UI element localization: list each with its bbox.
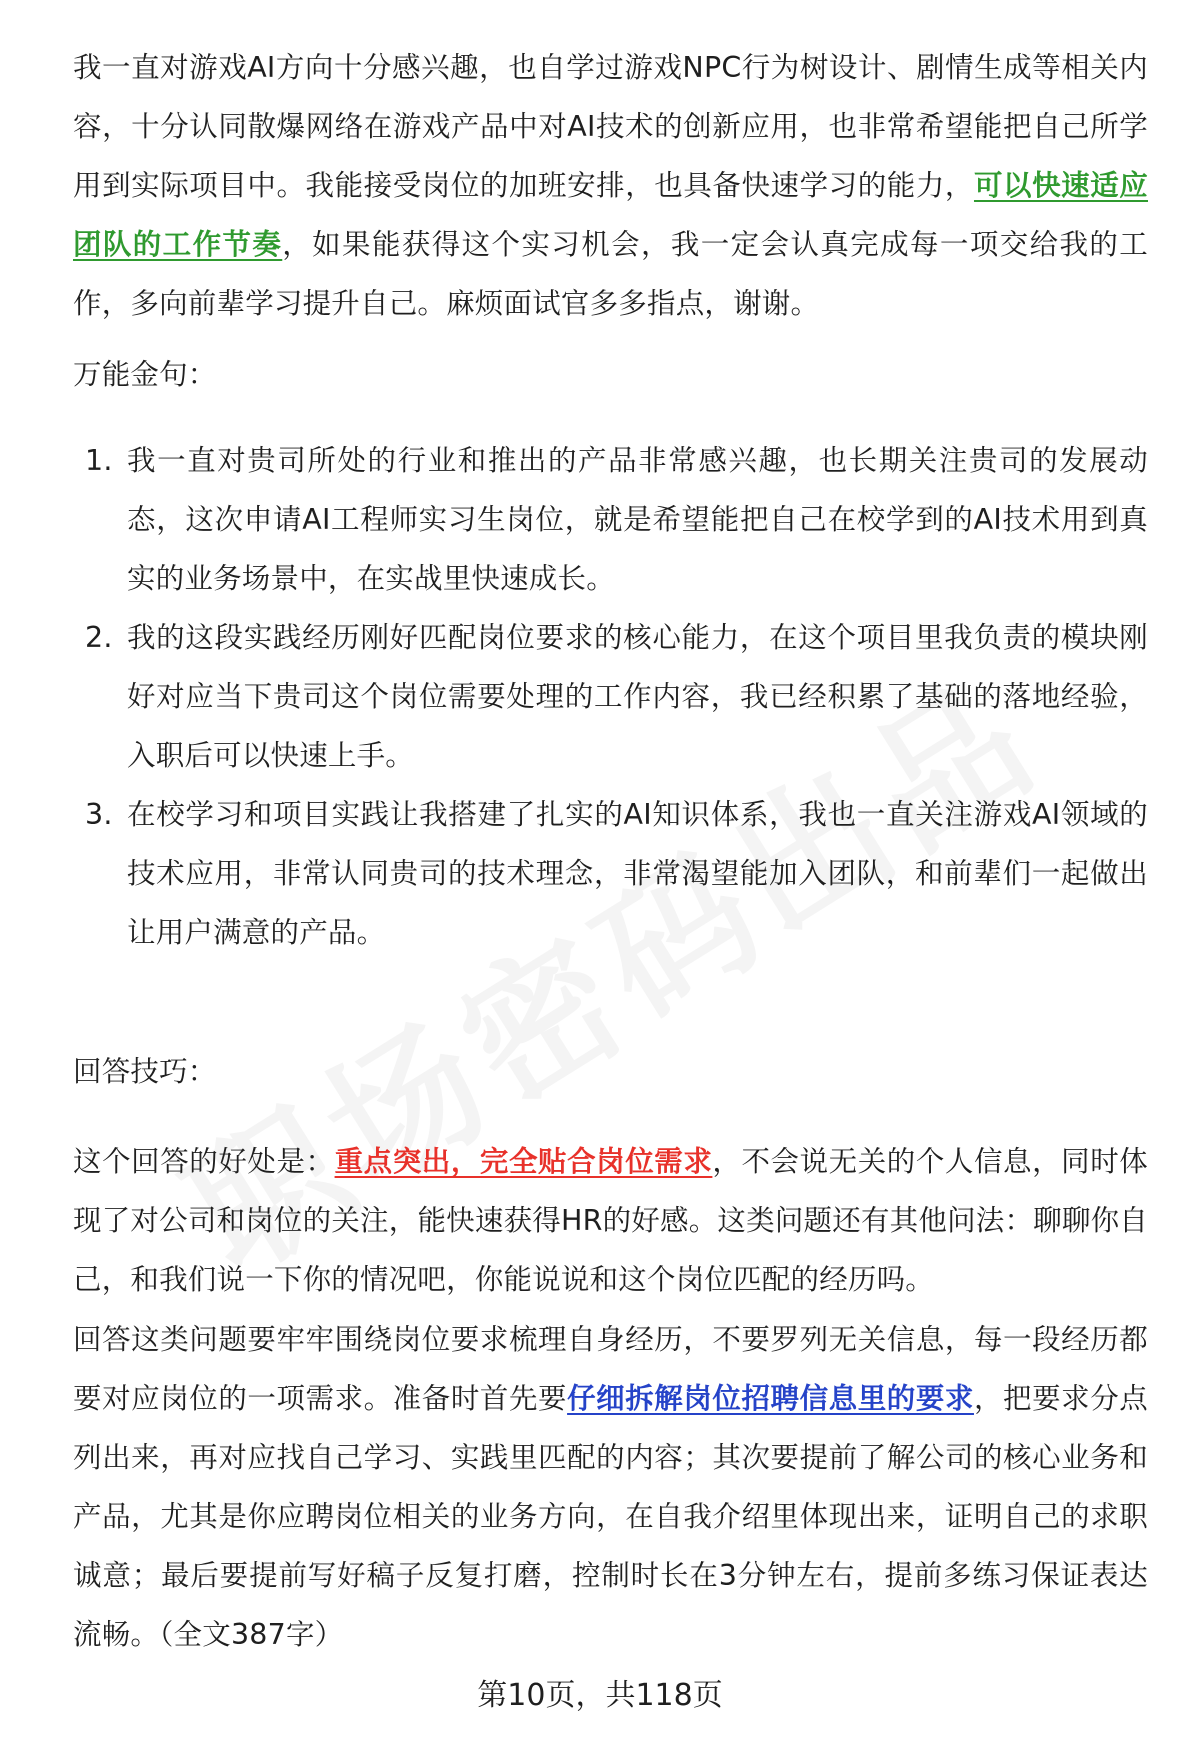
intro-text-before: 我一直对游戏AI方向十分感兴趣，也自学过游戏NPC行为树设计、剧情生成等相关内容，十分认同散爆网络在游戏产品中对AI技术的创新应用，也非常希望能把自己所学用到实际项目中。我能接受岗位的加班安排，也具备快速学习的能力， bbox=[73, 51, 1148, 202]
list-item-number: 1. bbox=[85, 444, 113, 477]
intro-text-after: ，如果能获得这个实习机会，我一定会认真完成每一项交给我的工作，多向前辈学习提升自己。麻烦面试官多多指点，谢谢。 bbox=[73, 228, 1148, 320]
intro-highlight: 可以快速适应团队的工作节奏 bbox=[73, 169, 1149, 261]
golden-sentences-heading: 万能金句： bbox=[73, 358, 217, 391]
tips-p2-highlight: 仔细拆解岗位招聘信息里的要求 bbox=[567, 1382, 974, 1415]
list-item-text: 在校学习和项目实践让我搭建了扎实的AI知识体系，我也一直关注游戏AI领域的技术应用，非常认同贵司的技术理念，非常渴望能加入团队，和前辈们一起做出让用户满意的产品。 bbox=[127, 798, 1148, 949]
tips-p1-highlight: 重点突出，完全贴合岗位需求 bbox=[334, 1145, 713, 1178]
list-item bbox=[73, 785, 1148, 962]
list-item-number: 3. bbox=[85, 798, 113, 831]
list-item-text: 我的这段实践经历刚好匹配岗位要求的核心能力，在这个项目里我负责的模块刚好对应当下贵司这个岗位需要处理的工作内容，我已经积累了基础的落地经验，入职后可以快速上手。 bbox=[127, 621, 1148, 772]
tips-heading: 回答技巧： bbox=[73, 1055, 217, 1088]
golden-sentences-list bbox=[73, 431, 1148, 962]
tips-p1-after: ，不会说无关的个人信息，同时体现了对公司和岗位的关注，能快速获得HR的好感。这类问题还有其他问法：聊聊你自己，和我们说一下你的情况吧，你能说说和这个岗位匹配的经历吗。 bbox=[73, 1145, 1148, 1296]
intro-paragraph bbox=[73, 38, 1148, 333]
list-item bbox=[73, 431, 1148, 608]
tips-paragraph-2 bbox=[73, 1310, 1148, 1664]
tips-paragraph-1 bbox=[73, 1132, 1148, 1309]
list-item-number: 2. bbox=[85, 621, 113, 654]
list-item bbox=[73, 608, 1148, 785]
page-number: 第10页，共118页 bbox=[477, 1678, 723, 1713]
tips-p1-before: 这个回答的好处是： bbox=[73, 1145, 335, 1178]
tips-p2-before: 回答这类问题要牢牢围绕岗位要求梳理自身经历，不要罗列无关信息，每一段经历都要对应岗位的一项需求。准备时首先要 bbox=[73, 1323, 1148, 1415]
tips-p2-after: ，把要求分点列出来，再对应找自己学习、实践里匹配的内容；其次要提前了解公司的核心业务和产品，尤其是你应聘岗位相关的业务方向，在自我介绍里体现出来，证明自己的求职诚意；最后要提前写好稿子反复打磨，控制时长在3分钟左右，提前多练习保证表达流畅。（全文387字） bbox=[73, 1382, 1148, 1651]
list-item-text: 我一直对贵司所处的行业和推出的产品非常感兴趣，也长期关注贵司的发展动态，这次申请AI工程师实习生岗位，就是希望能把自己在校学到的AI技术用到真实的业务场景中，在实战里快速成长。 bbox=[127, 444, 1148, 595]
